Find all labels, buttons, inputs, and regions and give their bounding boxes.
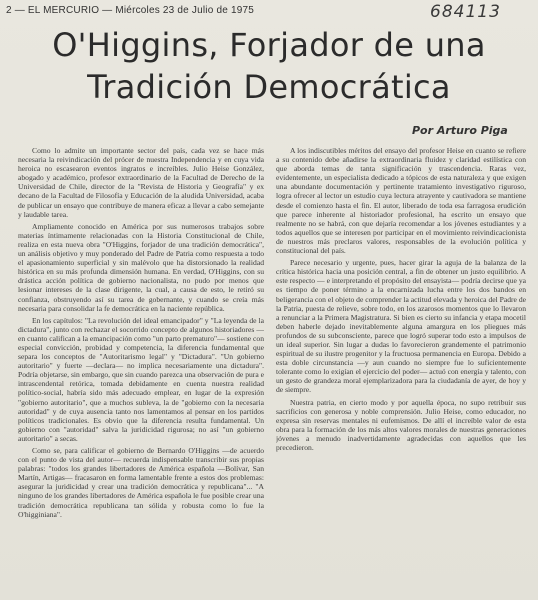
paragraph: Como se, para calificar el gobierno de Bernardo O'Higgins —de acuerdo con el punto de vista del autor— recuerda indispensable transcribir sus propias palabras: "todos los grandes libertadores de América española —Bolívar, San Martín, Artigas— fracasaron en forma lamentable frente a estos dos problemas: asegurar la juridicidad y crear una tradición democrática y republicana"... "A ninguno de los grandes libertadores de América española le fue posible crear una tradición democrática republicana tan sólida y robusta como lo fue la O'higginiana". xyxy=(18,446,264,519)
article-byline: Por Arturo Piga xyxy=(412,124,508,137)
paragraph: Como lo admite un importante sector del país, cada vez se hace más necesaria la reivindicación del prócer de nuestra Independencia y en cuya vida heroica no escasearon eventos ingratos e increíbles. Julio Heise González, abogado y académico, profesor extraordinario de la Facultad de Derecho de la Universidad de Chile, director de la "Revista de Historia y Geografía" y ex decano de la Facultad de Filosofía y Educación de la aludida Universidad, acaba de publicar un ensayo que contribuye de manera eficaz a llevar a cabo semejante y laudable tarea. xyxy=(18,146,264,219)
article-right-column xyxy=(276,146,526,600)
article-title-line-2: Tradición Democrática xyxy=(87,68,451,106)
newspaper-masthead: 2 — EL MERCURIO — Miércoles 23 de Julio de 1975 xyxy=(6,5,255,16)
paragraph: En los capítulos: "La revolución del ideal emancipador" y "La leyenda de la dictadura", junto con rechazar el socorrido concepto de algunos historiadores —en cuanto califican a la emancipación como "un parto prematuro"— sostiene con especial convicción, probidad y competencia, la diferencia fundamental que separa los conceptos de "Autoritarismo legal" y "Dictadura". "Un gobierno autoritario" y fuerte —declara— no implica necesariamente una dictadura". Podría objetarse, sin embargo, que sin cuando parezca una observación de pura e intrascendental retórica, tomada debidamente en cuenta nuestra realidad político-social, habría sido más adecuado emplear, en lugar de la expresión "gobierno autoritario", que a muchos subleva, la de "gobierno con la necesaria autoridad" y de cuya ausencia tanto nos lamentamos al pensar en los partidos políticos tradicionales. Es obvio que la diferencia resulta fundamental. Un gobierno con "autoridad" salva la juridicidad rigurosa; no así "un gobierno autoritario" a secas. xyxy=(18,315,264,443)
paragraph: Parece necesario y urgente, pues, hacer girar la aguja de la balanza de la crítica histórica hacia una posición central, a fin de obtener un justo equilibrio. A este respecto — e interpretando el propósito del ensayista— podría decirse que ya es tiempo de poner término a la encarnizada lucha entre los dos bandos en beligerancia con el objeto de comprender la actitud elevada y heroica del Padre de la Patria, puesta de relieve, sobre todo, en los azarosos momentos que lo llevaron a renunciar a la Primera Magistratura. Si bien es cierto su infancia y etapa mocetil deben haberle dejado inevitablemente alguna amargura en los pliegues más profundos de su subconsciente, parece que logró superar todo esto a impulsos de un ideal superior. Sin lugar a dudas lo favorecieron grandemente el patrimonio espiritual de su ilustre progenitor y la fructuosa permanencia en Europa. Debido a esta doble circunstancia —y aun cuando no siempre fue lo suficientemente tolerante como lo exigían el ejercicio del poder— actuó con energía y talento, con un gesto de grandeza moral ejemplarizadora para la ciudadanía de ayer, de hoy y de siempre. xyxy=(276,258,526,395)
archive-number: 684113 xyxy=(430,2,501,22)
paragraph: Ampliamente conocido en América por sus numerosos trabajos sobre materias íntimamente relacionadas con la Historia Constitucional de Chile, realiza en esta nueva obra "O'Higgins, forjador de una tradición democrática", un análisis objetivo y muy ponderado del Padre de Patria como respuesta a todo el apasionamiento superficial y sin malévolo que ha distorsionado la realidad histórica en su más profunda dimensión humana. En verdad, O'Higgins, con su drástica acción política de gobierno nacionalista, no pudo por menos que lesionar intereses de la clase dirigente, la cual, a causa de esto, le retiró su confianza, obstruyendo así su tarea de gobernante, y cuando se creía más necesaria para consolidar la fe democrática en la naciente república. xyxy=(18,221,264,313)
paragraph: Nuestra patria, en cierto modo y por aquella época, no supo retribuir sus sacrificios con generosa y noble comprensión. Julio Heise, como educador, no expresa sin reservas mentales ni eufemismos. De allí el increíble valor de esta obra para la formación de los más altos valores morales de nuestras generaciones jóvenes a menudo inadvertidamente agradecidas con aquellos que les precedieron. xyxy=(276,397,526,452)
article-title xyxy=(0,24,538,108)
paragraph: A los indiscutibles méritos del ensayo del profesor Heise en cuanto se refiere a su contenido debe añadirse la extraordinaria fluidez y claridad estilística con que aborda temas de tanta significación y trascendencia. Raras vez, evidentemente, un especialista dedicado a tópicos de esta naturaleza y que exigen una abundante documentación y pertinente tratamiento investigativo riguroso, logra ofrecer al lector un estudio cuya lectura atrayente y cautivadora se mantiene desde el comienzo hasta el fin. El autor, liberado de toda esa farragosa erudición que parece inherente al historiador profesional, ha escrito un ensayo que realmente no se habrá, con que dejaría recomendar a los jóvenes estudiantes y a todos aquellos que se interesen por participar en el movimiento reivindicacionista de nuestros más preclaros valores, responsables de la evolución política y constitucional del país. xyxy=(276,146,526,256)
article-left-column xyxy=(18,146,264,600)
article-title-line-1: O'Higgins, Forjador de una xyxy=(52,26,486,64)
